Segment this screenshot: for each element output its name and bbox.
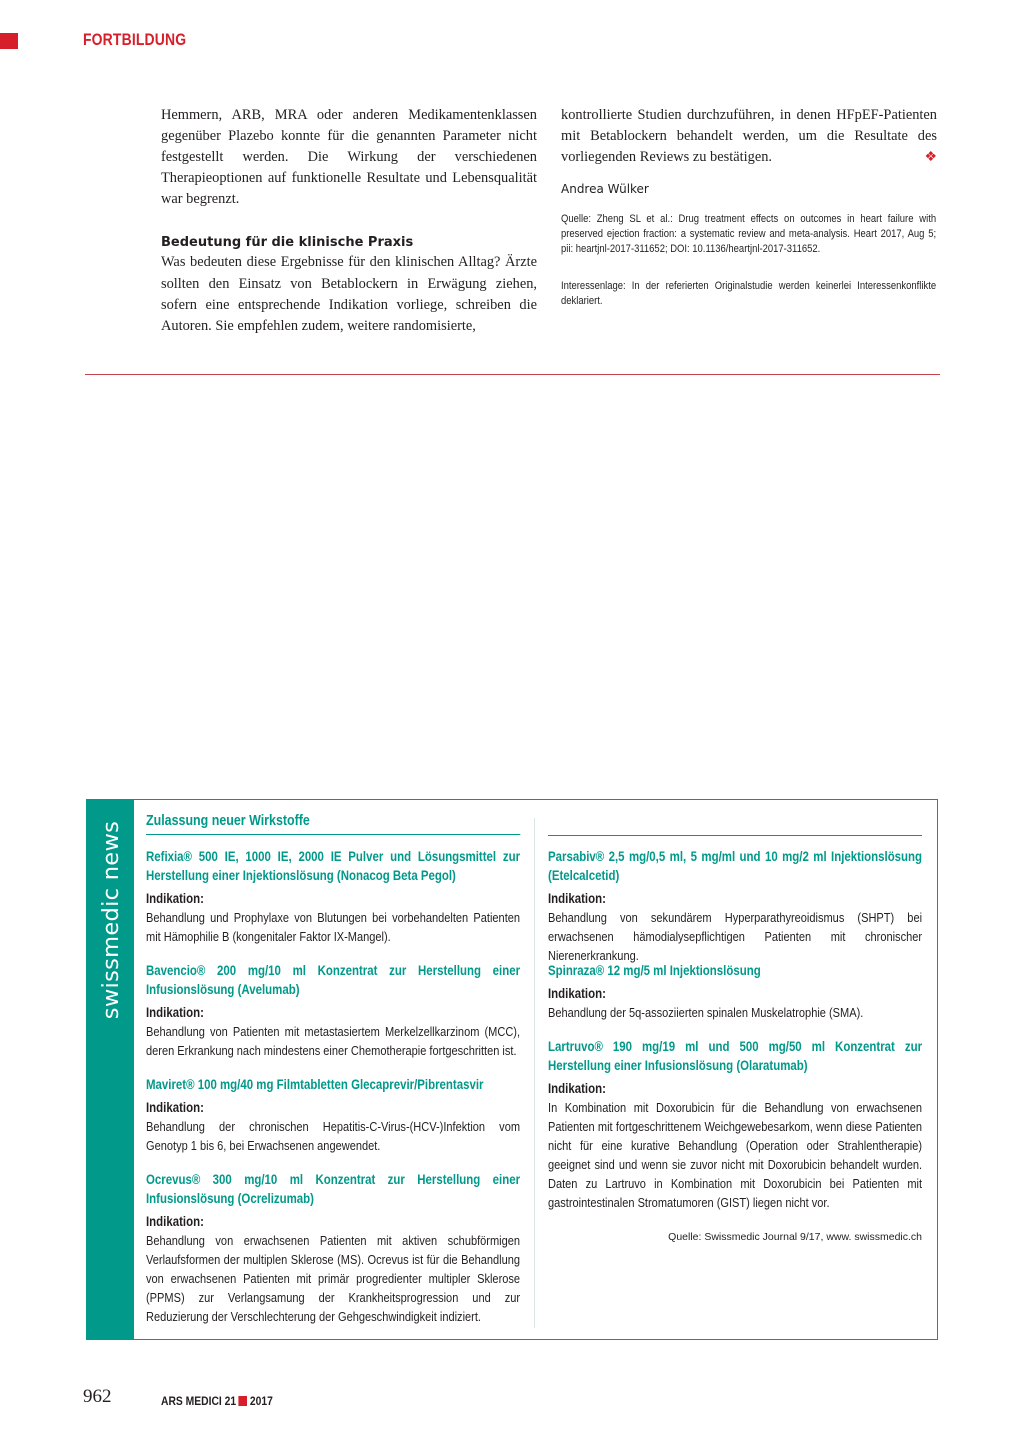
- drug-entry: [146, 1075, 520, 1155]
- right-column-rule: [548, 835, 922, 836]
- end-mark-icon: ❖: [924, 150, 937, 166]
- indication-label: Indikation:: [548, 986, 606, 1001]
- indication-label: Indikation:: [548, 891, 606, 906]
- article-paragraph: Was bedeuten diese Ergebnisse für den klinischen Alltag? Ärzte sollten den Einsatz von Betablockern in Erwägung ziehen, sofern eine entsprechende Indikation vorliege, schreiben die Autoren. Sie empfehlen zudem, weitere randomisierte,: [161, 254, 537, 334]
- indication-label: Indikation:: [146, 1005, 204, 1020]
- drug-title: Bavencio® 200 mg/10 ml Konzentrat zur Herstellung einer Infusionslösung (Avelumab): [146, 963, 521, 997]
- drug-description: Behandlung von sekundärem Hyperparathyreoidismus (SHPT) bei erwachsenen hämodialysepflichtigen Patienten mit chronischer Nierenerkrankung.: [548, 910, 923, 963]
- drug-description: Behandlung von Patienten mit metastasiertem Merkelzellkarzinom (MCC), deren Erkrankung nach mindestens einer Chemotherapie fortgeschritten ist.: [146, 1024, 521, 1058]
- drug-description: Behandlung und Prophylaxe von Blutungen bei vorbehandelten Patienten mit Hämophilie B (kongenitaler Faktor IX-Mangel).: [146, 910, 521, 944]
- swissmedic-heading: Zulassung neuer Wirkstoffe: [146, 812, 520, 835]
- article-author: Andrea Wülker: [561, 182, 649, 197]
- drug-entry: [548, 961, 922, 1022]
- swissmedic-source: Quelle: Swissmedic Journal 9/17, www. swissmedic.ch: [668, 1231, 922, 1243]
- drug-description: Behandlung der chronischen Hepatitis-C-Virus-(HCV-)Infektion vom Genotyp 1 bis 6, bei Erwachsenen angewendet.: [146, 1119, 521, 1153]
- header-accent-square: [0, 33, 18, 49]
- indication-label: Indikation:: [146, 891, 204, 906]
- drug-description: Behandlung der 5q-assoziierten spinalen Muskelatrophie (SMA).: [548, 1005, 864, 1020]
- side-strip: [87, 800, 134, 1339]
- drug-entry: [548, 1037, 922, 1212]
- footer-journal: [161, 1394, 273, 1408]
- drug-title: Refixia® 500 IE, 1000 IE, 2000 IE Pulver und Lösungsmittel zur Herstellung einer Injektionslösung (Nonacog Beta Pegol): [146, 849, 521, 883]
- drug-entry: [146, 847, 520, 946]
- side-strip-label: swissmedic news: [98, 820, 124, 1020]
- article-paragraph: [561, 105, 937, 168]
- drug-title: Lartruvo® 190 mg/19 ml und 500 mg/50 ml Konzentrat zur Herstellung einer Infusionslösung (Olaratumab): [548, 1039, 923, 1073]
- indication-label: Indikation:: [548, 1081, 606, 1096]
- article-column-2: [561, 105, 937, 309]
- section-label: FORTBILDUNG: [83, 30, 187, 49]
- page-number: 962: [83, 1386, 112, 1407]
- indication-label: Indikation:: [146, 1214, 204, 1229]
- article-subheading: Bedeutung für die klinische Praxis: [161, 235, 414, 251]
- journal-year: 2017: [249, 1394, 273, 1408]
- article-interest-note: Interessenlage: In der referierten Originalstudie werden keinerlei Interessenkonflikte deklariert.: [561, 280, 937, 308]
- swissmedic-news-box: [86, 799, 938, 1340]
- drug-title: Spinraza® 12 mg/5 ml Injektionslösung: [548, 963, 761, 978]
- article-column-1: [161, 105, 537, 337]
- footer-accent-square: [239, 1396, 248, 1406]
- article-paragraph-text: kontrollierte Studien durchzuführen, in denen HFpEF-Patienten mit Betablockern behandelt werden, um die Resultate des vorliegenden Reviews zu bestätigen.: [561, 107, 937, 166]
- drug-title: Ocrevus® 300 mg/10 ml Konzentrat zur Herstellung einer Infusionslösung (Ocrelizumab): [146, 1172, 521, 1206]
- drug-entry: [146, 961, 520, 1060]
- drug-title: Parsabiv® 2,5 mg/0,5 ml, 5 mg/ml und 10 mg/2 ml Injektionslösung (Etelcalcetid): [548, 849, 923, 883]
- drug-entry: [548, 847, 922, 965]
- column-divider: [534, 818, 535, 1328]
- article-source: Quelle: Zheng SL et al.: Drug treatment effects on outcomes in heart failure with preserved ejection fraction: a systematic review and meta-analysis. Heart 2017, Aug 5; pii: heartjnl-2017-311652; DOI: 10.1136/heartjnl-2017-311652.: [561, 213, 937, 256]
- drug-description: Behandlung von erwachsenen Patienten mit aktiven schubförmigen Verlaufsformen der multiplen Sklerose (MS). Ocrevus ist für die Behandlung von erwachsenen Patienten mit primär progredienter multipler Sklerose (PPMS) zur Verlangsamung der Krankheitsprogression und zur Reduzierung der Verschlechterung der Gehgeschwindigkeit indiziert.: [146, 1233, 521, 1324]
- journal-issue: ARS MEDICI 21: [161, 1394, 237, 1408]
- indication-label: Indikation:: [146, 1100, 204, 1115]
- section-divider: [85, 374, 940, 375]
- drug-entry: [146, 1170, 520, 1326]
- drug-description: In Kombination mit Doxorubicin für die Behandlung von erwachsenen Patienten mit fortgeschrittenem Weichgewebesarkom, wenn diese Patienten nicht für eine kurative Behandlung (Operation oder Strahlentherapie) geeignet sind und wenn sie zuvor nicht mit Doxorubicin behandelt wurden. Daten zu Lartruvo in Kombination mit Doxorubicin bei Patienten mit gastrointestinalen Stromatumoren (GIST) liegen nicht vor.: [548, 1100, 923, 1210]
- drug-title: Maviret® 100 mg/40 mg Filmtabletten Glecaprevir/Pibrentasvir: [146, 1077, 484, 1092]
- article-paragraph: Hemmern, ARB, MRA oder anderen Medikamentenklassen gegenüber Plazebo konnte für die genannten Parameter nicht festgestellt werden. Die Wirkung der verschiedenen Therapieoptionen auf funktionelle Resultate und Lebensqualität war begrenzt.: [161, 107, 537, 208]
